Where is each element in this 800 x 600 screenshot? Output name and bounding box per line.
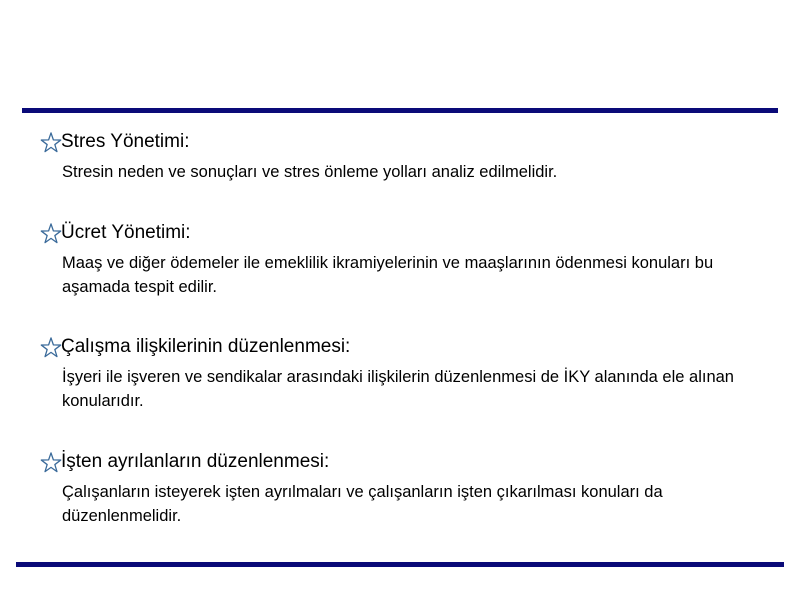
section-heading [40,130,770,154]
section-isten-ayrilanlar [40,450,770,528]
section-heading [40,450,770,474]
star-icon [40,337,62,359]
heading-text: Stres Yönetimi: [61,131,190,152]
section-calisma-iliskileri [40,335,770,413]
section-stres-yonetimi [40,130,770,184]
heading-text: Çalışma ilişkilerinin düzenlenmesi: [61,336,351,357]
section-ucret-yonetimi [40,221,770,299]
section-body: Çalışanların isteyerek işten ayrılmaları ve çalışanların işten çıkarılması konuları da düzenlenmelidir. [62,483,663,525]
section-body: Stresin neden ve sonuçları ve stres önleme yolları analiz edilmelidir. [62,163,558,181]
star-icon [40,132,62,154]
section-body: İşyeri ile işveren ve sendikalar arasındaki ilişkilerin düzenlenmesi de İKY alanında ele alınan konularıdır. [62,368,734,410]
section-heading [40,221,770,245]
section-heading [40,335,770,359]
star-icon [40,452,62,474]
bottom-divider [16,562,784,567]
section-body: Maaş ve diğer ödemeler ile emeklilik ikramiyelerinin ve maaşlarının ödenmesi konuları bu aşamada tespit edilir. [62,254,714,296]
star-icon [40,223,62,245]
heading-text: Ücret Yönetimi: [61,222,191,243]
heading-text: İşten ayrılanların düzenlenmesi: [61,451,330,472]
top-divider [22,108,778,113]
